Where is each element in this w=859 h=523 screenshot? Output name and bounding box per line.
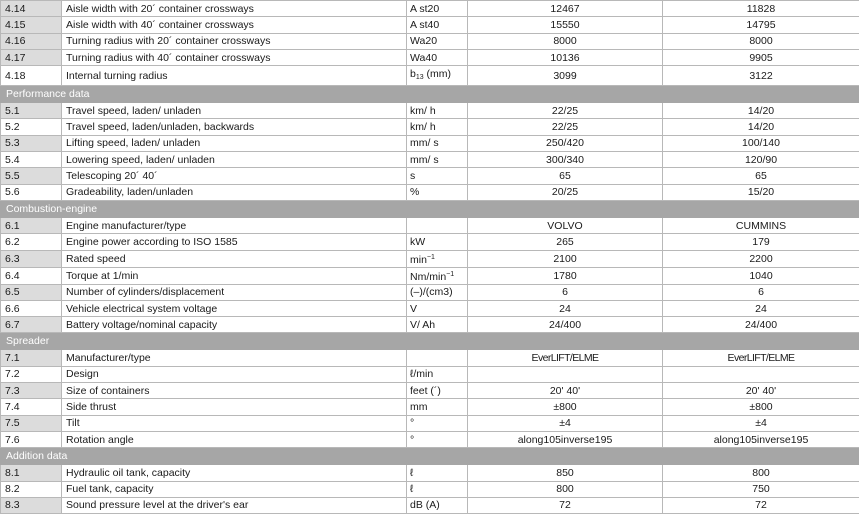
value-model-1: 12467	[468, 1, 663, 17]
value-model-2: ±4	[663, 415, 859, 431]
value-model-1: 10136	[468, 49, 663, 65]
table-row	[1, 217, 859, 233]
value-model-2: EverLIFT/ELME	[663, 350, 859, 366]
section-header: Combustion-engine	[1, 200, 859, 217]
row-description: Engine power according to ISO 1585	[62, 234, 407, 250]
unit-text: Wa20	[410, 35, 438, 48]
row-code: 4.16	[1, 33, 62, 49]
row-description: Rated speed	[62, 250, 407, 267]
row-unit	[407, 431, 468, 447]
table-row	[1, 184, 859, 200]
row-code: 7.6	[1, 431, 62, 447]
unit-text: dB (A)	[410, 499, 440, 512]
table-row	[1, 103, 859, 119]
row-description: Aisle width with 20´ container crossways	[62, 1, 407, 17]
unit-text: ℓ	[410, 483, 414, 496]
row-description: Size of containers	[62, 383, 407, 399]
table-row	[1, 152, 859, 168]
row-unit	[407, 184, 468, 200]
value-model-2: 2200	[663, 250, 859, 267]
row-unit	[407, 481, 468, 497]
value-model-1: 20/25	[468, 184, 663, 200]
row-unit	[407, 152, 468, 168]
table-row	[1, 250, 859, 267]
value-model-1: 265	[468, 234, 663, 250]
specification-table-body	[1, 1, 859, 514]
row-code: 8.3	[1, 497, 62, 513]
row-unit	[407, 350, 468, 366]
row-unit	[407, 135, 468, 151]
row-code: 7.3	[1, 383, 62, 399]
table-row	[1, 497, 859, 513]
row-code: 7.4	[1, 399, 62, 415]
section-header-row	[1, 200, 859, 217]
value-model-2: 9905	[663, 49, 859, 65]
row-code: 8.1	[1, 465, 62, 481]
value-model-2: 24	[663, 300, 859, 316]
value-model-1: 65	[468, 168, 663, 184]
value-model-2: 120/90	[663, 152, 859, 168]
row-unit	[407, 250, 468, 267]
value-model-1: 1780	[468, 267, 663, 284]
row-code: 6.6	[1, 300, 62, 316]
value-model-1: EverLIFT/ELME	[468, 350, 663, 366]
row-code: 4.18	[1, 66, 62, 86]
table-row	[1, 168, 859, 184]
row-code: 5.3	[1, 135, 62, 151]
table-row	[1, 135, 859, 151]
row-unit	[407, 415, 468, 431]
table-row	[1, 300, 859, 316]
value-model-1: 8000	[468, 33, 663, 49]
row-code: 6.2	[1, 234, 62, 250]
row-unit	[407, 103, 468, 119]
unit-text: mm/ s	[410, 137, 439, 150]
value-model-2: along105inverse195	[663, 431, 859, 447]
row-code: 7.2	[1, 366, 62, 382]
table-row	[1, 1, 859, 17]
unit-text: °	[410, 417, 415, 430]
unit-text: °	[410, 433, 415, 446]
row-unit	[407, 317, 468, 333]
value-model-1: ±800	[468, 399, 663, 415]
row-description: Side thrust	[62, 399, 407, 415]
unit-text: V	[410, 302, 418, 315]
row-code: 6.4	[1, 267, 62, 284]
row-code: 5.1	[1, 103, 62, 119]
row-description: Manufacturer/type	[62, 350, 407, 366]
unit-text: s	[410, 170, 416, 183]
row-description: Internal turning radius	[62, 66, 407, 86]
value-model-1: 22/25	[468, 103, 663, 119]
row-code: 8.2	[1, 481, 62, 497]
row-unit	[407, 66, 468, 86]
row-description: Sound pressure level at the driver's ear	[62, 497, 407, 513]
unit-text: km/ h	[410, 121, 436, 134]
value-model-2: 11828	[663, 1, 859, 17]
value-model-2: 20' 40'	[663, 383, 859, 399]
row-description: Travel speed, laden/ unladen	[62, 103, 407, 119]
unit-text: Nm/min	[410, 270, 447, 283]
table-row	[1, 17, 859, 33]
table-row	[1, 399, 859, 415]
table-row	[1, 366, 859, 382]
value-model-2: CUMMINS	[663, 217, 859, 233]
value-model-1: 850	[468, 465, 663, 481]
table-row	[1, 66, 859, 86]
row-code: 6.1	[1, 217, 62, 233]
value-model-1: along105inverse195	[468, 431, 663, 447]
unit-text: kW	[410, 235, 426, 248]
row-code: 7.1	[1, 350, 62, 366]
value-model-2: 1040	[663, 267, 859, 284]
row-unit	[407, 465, 468, 481]
value-model-1: 2100	[468, 250, 663, 267]
unit-suffix: (mm)	[423, 67, 452, 80]
value-model-2: 750	[663, 481, 859, 497]
unit-text: min	[410, 253, 427, 266]
unit-text: mm	[410, 400, 428, 413]
row-description: Vehicle electrical system voltage	[62, 300, 407, 316]
unit-text: Wa40	[410, 51, 438, 64]
unit-superscript: −1	[426, 253, 435, 261]
row-description: Turning radius with 40´ container crossways	[62, 49, 407, 65]
value-model-1: 22/25	[468, 119, 663, 135]
table-row	[1, 119, 859, 135]
row-description: Gradeability, laden/unladen	[62, 184, 407, 200]
value-model-1: 800	[468, 481, 663, 497]
value-model-2: 3122	[663, 66, 859, 86]
unit-text: V/ Ah	[410, 318, 436, 331]
row-code: 5.2	[1, 119, 62, 135]
value-model-2: 14/20	[663, 103, 859, 119]
row-description: Tilt	[62, 415, 407, 431]
row-unit	[407, 49, 468, 65]
value-model-1: 24	[468, 300, 663, 316]
row-code: 4.17	[1, 49, 62, 65]
row-code: 5.4	[1, 152, 62, 168]
value-model-2: ±800	[663, 399, 859, 415]
row-unit	[407, 234, 468, 250]
table-row	[1, 431, 859, 447]
row-code: 7.5	[1, 415, 62, 431]
table-row	[1, 465, 859, 481]
row-description: Rotation angle	[62, 431, 407, 447]
value-model-2: 14795	[663, 17, 859, 33]
row-unit	[407, 33, 468, 49]
row-description: Torque at 1/min	[62, 267, 407, 284]
row-unit	[407, 284, 468, 300]
unit-text: b	[410, 67, 416, 80]
unit-text: mm/ s	[410, 153, 439, 166]
value-model-2: 800	[663, 465, 859, 481]
row-unit	[407, 366, 468, 382]
table-row	[1, 415, 859, 431]
row-description: Lifting speed, laden/ unladen	[62, 135, 407, 151]
row-unit	[407, 399, 468, 415]
row-description: Aisle width with 40´ container crossways	[62, 17, 407, 33]
value-model-1: 3099	[468, 66, 663, 86]
row-description: Travel speed, laden/unladen, backwards	[62, 119, 407, 135]
row-code: 6.3	[1, 250, 62, 267]
value-model-2: 6	[663, 284, 859, 300]
row-code: 5.5	[1, 168, 62, 184]
unit-text: A st40	[410, 18, 440, 31]
row-description: Battery voltage/nominal capacity	[62, 317, 407, 333]
row-code: 4.15	[1, 17, 62, 33]
value-model-2: 15/20	[663, 184, 859, 200]
unit-text: ℓ/min	[410, 368, 434, 381]
table-row	[1, 267, 859, 284]
row-description: Lowering speed, laden/ unladen	[62, 152, 407, 168]
unit-text: feet (´)	[410, 384, 441, 397]
value-model-2: 100/140	[663, 135, 859, 151]
table-row	[1, 350, 859, 366]
row-unit	[407, 1, 468, 17]
row-unit	[407, 168, 468, 184]
value-model-2: 65	[663, 168, 859, 184]
value-model-1: 250/420	[468, 135, 663, 151]
table-row	[1, 383, 859, 399]
table-row	[1, 49, 859, 65]
value-model-1	[468, 366, 663, 382]
row-unit	[407, 267, 468, 284]
row-unit	[407, 17, 468, 33]
unit-superscript: −1	[446, 270, 455, 278]
unit-text: A st20	[410, 2, 440, 15]
row-description: Turning radius with 20´ container crossways	[62, 33, 407, 49]
value-model-1: 300/340	[468, 152, 663, 168]
row-unit	[407, 119, 468, 135]
row-code: 6.7	[1, 317, 62, 333]
section-header: Spreader	[1, 333, 859, 350]
row-description: Fuel tank, capacity	[62, 481, 407, 497]
row-description: Design	[62, 366, 407, 382]
unit-subscript: 13	[415, 73, 424, 81]
row-description: Engine manufacturer/type	[62, 217, 407, 233]
value-model-2: 24/400	[663, 317, 859, 333]
row-code: 4.14	[1, 1, 62, 17]
value-model-2: 14/20	[663, 119, 859, 135]
row-description: Hydraulic oil tank, capacity	[62, 465, 407, 481]
row-unit	[407, 217, 468, 233]
row-code: 5.6	[1, 184, 62, 200]
value-model-1: VOLVO	[468, 217, 663, 233]
row-description: Number of cylinders/displacement	[62, 284, 407, 300]
row-unit	[407, 497, 468, 513]
section-header: Addition data	[1, 448, 859, 465]
value-model-1: 15550	[468, 17, 663, 33]
row-unit	[407, 300, 468, 316]
value-model-1: ±4	[468, 415, 663, 431]
row-description: Telescoping 20´ 40´	[62, 168, 407, 184]
unit-text: km/ h	[410, 104, 436, 117]
value-model-2: 8000	[663, 33, 859, 49]
section-header-row	[1, 86, 859, 103]
value-model-1: 6	[468, 284, 663, 300]
unit-text: (–)/(cm3)	[410, 286, 453, 299]
table-row	[1, 234, 859, 250]
value-model-2: 179	[663, 234, 859, 250]
table-row	[1, 481, 859, 497]
value-model-1: 72	[468, 497, 663, 513]
section-header-row	[1, 448, 859, 465]
value-model-2	[663, 366, 859, 382]
row-code: 6.5	[1, 284, 62, 300]
table-row	[1, 33, 859, 49]
table-row	[1, 284, 859, 300]
unit-text: %	[410, 186, 420, 199]
value-model-1: 20' 40'	[468, 383, 663, 399]
value-model-1: 24/400	[468, 317, 663, 333]
row-unit	[407, 383, 468, 399]
section-header-row	[1, 333, 859, 350]
section-header: Performance data	[1, 86, 859, 103]
value-model-2: 72	[663, 497, 859, 513]
table-row	[1, 317, 859, 333]
unit-text: ℓ	[410, 466, 414, 479]
